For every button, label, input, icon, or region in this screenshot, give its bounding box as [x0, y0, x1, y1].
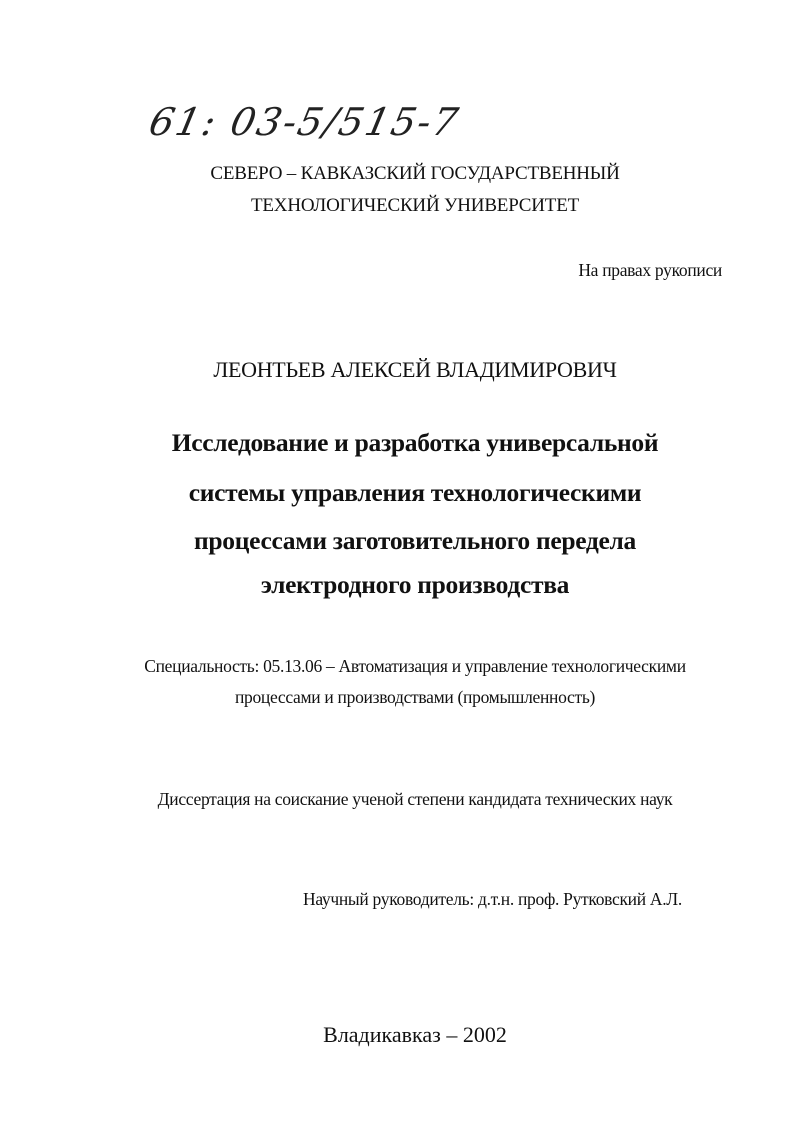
author-name: ЛЕОНТЬЕВ АЛЕКСЕЙ ВЛАДИМИРОВИЧ	[213, 357, 617, 382]
manuscript-note: На правах рукописи	[578, 260, 722, 280]
city-year: Владикавказ – 2002	[323, 1022, 507, 1047]
handwritten-archive-number: 61: 03-5/515-7	[145, 100, 464, 144]
specialty-line-1: Специальность: 05.13.06 – Автоматизация и управление технологическими	[144, 656, 686, 676]
scientific-supervisor: Научный руководитель: д.т.н. проф. Рутковский А.Л.	[303, 889, 682, 909]
specialty-line-2: процессами и производствами (промышленность)	[234, 687, 596, 707]
title-line-3: процессами заготовительного передела	[194, 526, 636, 555]
title-line-1: Исследование и разработка универсальной	[171, 428, 659, 457]
dissertation-statement: Диссертация на соискание ученой степени кандидата технических наук	[157, 789, 673, 809]
university-line-2: ТЕХНОЛОГИЧЕСКИЙ УНИВЕРСИТЕТ	[250, 195, 580, 216]
university-line-1: СЕВЕРО – КАВКАЗСКИЙ ГОСУДАРСТВЕННЫЙ	[210, 163, 620, 184]
title-line-2: системы управления технологическими	[188, 478, 642, 507]
title-line-4: электродного производства	[260, 570, 570, 599]
